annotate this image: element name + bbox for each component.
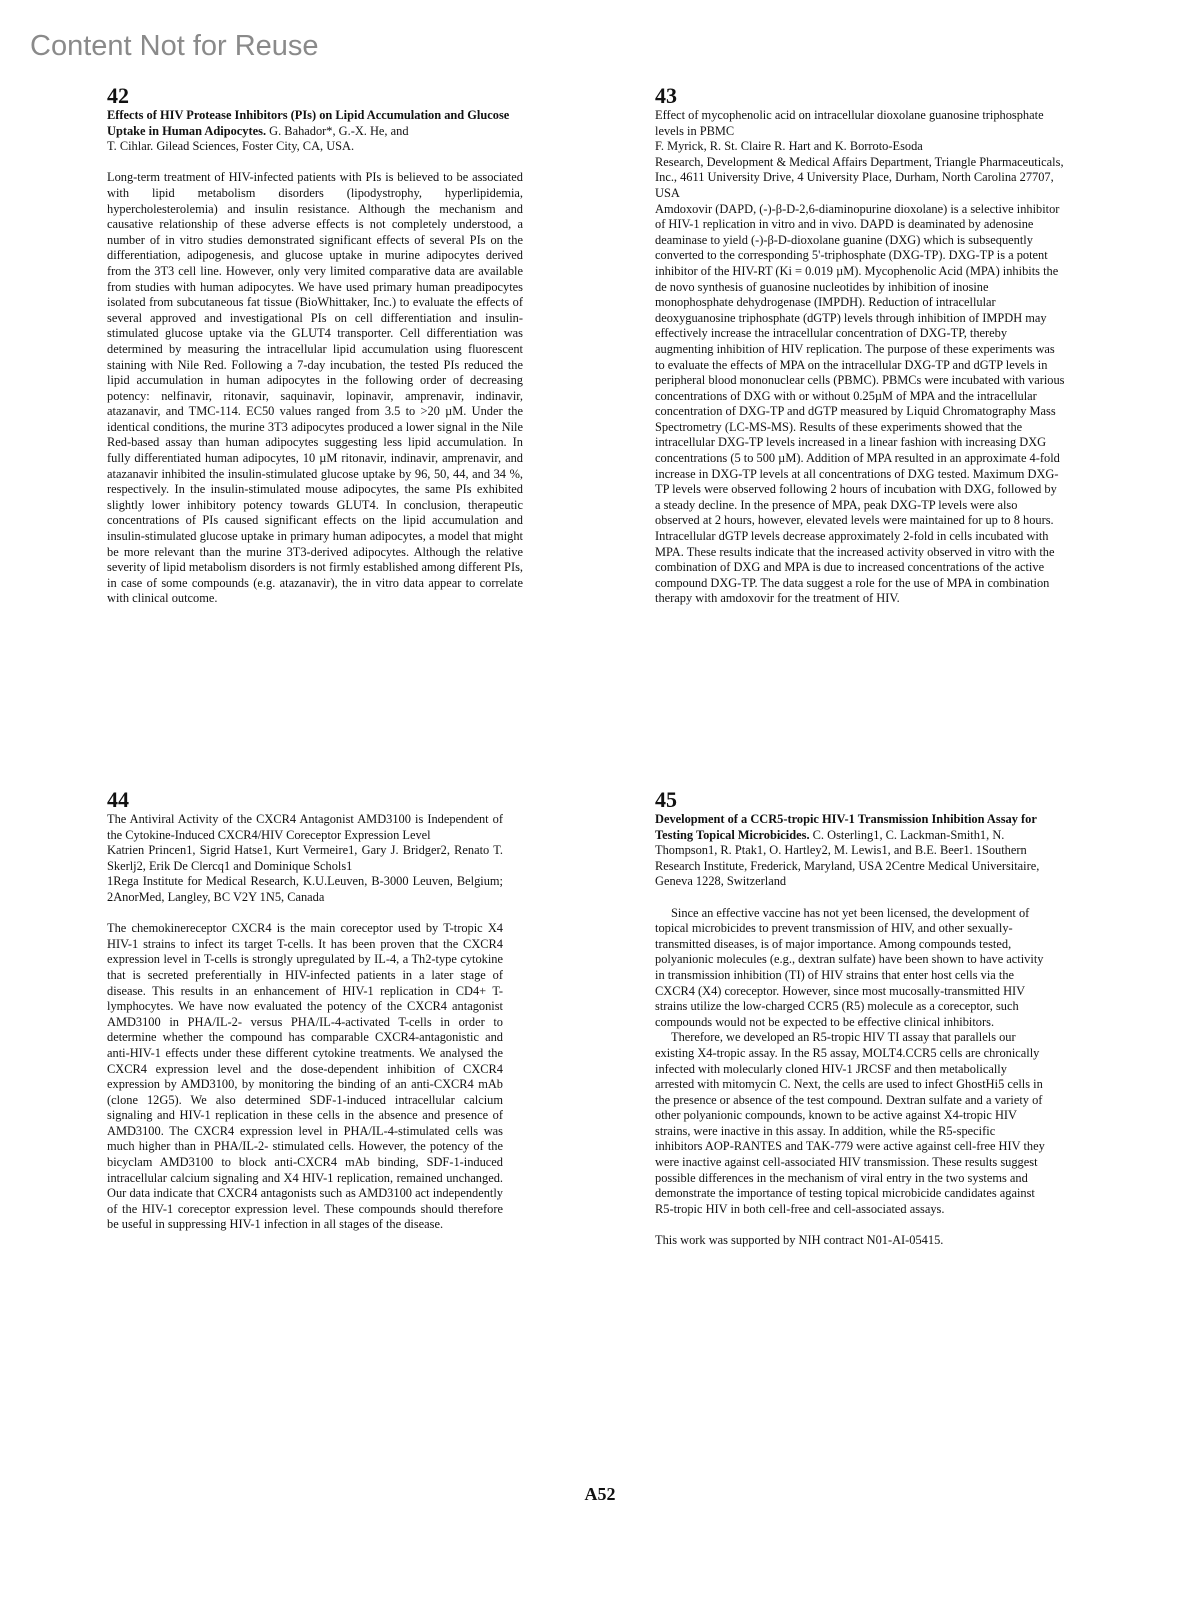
abstract-43 (655, 84, 1065, 607)
abstract-authors: Katrien Princen1, Sigrid Hatse1, Kurt Vermeire1, Gary J. Bridger2, Renato T. Skerlj2, Erik De Clercq1 and Dominique Schols1 (107, 843, 503, 873)
abstract-affiliation: 1Rega Institute for Medical Research, K.U.Leuven, B-3000 Leuven, Belgium; 2AnorMed, Langley, BC V2Y 1N5, Canada (107, 874, 503, 904)
abstract-number: 45 (655, 787, 677, 812)
abstract-number: 44 (107, 787, 129, 812)
abstract-affiliation: T. Cihlar. Gilead Sciences, Foster City, CA, USA. (107, 139, 355, 154)
abstract-header (655, 812, 1045, 890)
abstract-funding: This work was supported by NIH contract N01-AI-05415. (655, 1233, 944, 1248)
abstract-body-paragraph: Therefore, we developed an R5-tropic HIV TI assay that parallels our existing X4-tropic assay. In the R5 assay, MOLT4.CCR5 cells are chronically infected with molecularly cloned HIV-1 JRCSF and then metabolically arrested with mitomycin C. Next, the cells are used to infect GhostHi5 cells in the presence or absence of the test compound. Dextran sulfate and a variety of other polyanionic compounds, known to be active against X4-tropic HIV strains, were inactive in this assay. In addition, while the R5-specific inhibitors AOP-RANTES and TAK-779 were active against cell-free HIV they were inactive against cell-associated HIV transmission. These results suggest possible differences in the mechanism of viral entry in the two systems and demonstrate the importance of testing topical microbicide candidates against R5-tropic HIV in both cell-free and cell-associated assays. (655, 1030, 1045, 1216)
abstract-header (655, 108, 1065, 202)
abstract-title: Effect of mycophenolic acid on intracellular dioxolane guanosine triphosphate levels in PBMC (655, 108, 1044, 138)
abstract-45 (655, 788, 1045, 1249)
abstract-body-paragraph: Since an effective vaccine has not yet been licensed, the development of topical microbicides to prevent transmission of HIV, and other sexually-transmitted diseases, is of major importance. Among compounds tested, polyanionic molecules (e.g., dextran sulfate) have been shown to have activity in transmission inhibition (TI) of HIV strains that enter host cells via the CXCR4 (X4) coreceptor. However, since most mucosally-transmitted HIV strains utilize the low-charged CCR5 (R5) molecule as a coreceptor, such compounds would not be expected to be effective clinical inhibitors. (655, 905, 1044, 1029)
abstract-42 (107, 84, 523, 607)
abstract-header (107, 108, 523, 155)
watermark: Content Not for Reuse (30, 30, 319, 62)
abstract-authors: C. Osterling1, C. Lackman-Smith1, N. Thompson1, R. Ptak1, O. Hartley2, M. Lewis1, and B.E. Beer1. (655, 827, 1005, 858)
abstract-authors: G. Bahador*, G.-X. He, and (269, 123, 409, 138)
page-number: A52 (584, 1484, 616, 1504)
abstract-number: 42 (107, 83, 129, 108)
abstract-body: Amdoxovir (DAPD, (-)-β-D-2,6-diaminopurine dioxolane) is a selective inhibitor of HIV-1 replication in vitro and in vivo. DAPD is deaminated by adenosine deaminase to yield (-)-β-D-dioxolane guanine (DXG) which is subsequently converted to the corresponding 5'-triphosphate (DXG-TP). DXG-TP is a potent inhibitor of the HIV-RT (Ki = 0.019 µM). Mycophenolic Acid (MPA) inhibits the de novo synthesis of guanosine nucleotides by inhibition of inosine monophosphate dehydrogenase (IMPDH). Reduction of intracellular deoxyguanosine triphosphate (dGTP) levels through inhibition of IMPDH may effectively increase the intracellular concentration of DXG-TP, thereby augmenting inhibition of HIV replication. The purpose of these experiments was to evaluate the effects of MPA on the intracellular DXG-TP and dGTP levels in peripheral blood mononuclear cells (PBMC). PBMCs were incubated with various concentrations of DXG with or without 0.25µM of MPA and the intracellular concentration of DXG-TP and dGTP measured by Liquid Chromatography Mass Spectrometry (LC-MS-MS). Results of these experiments showed that the intracellular DXG-TP levels increased in a linear fashion with increasing DXG concentrations (5 to 500 µM). Addition of MPA resulted in an approximate 4-fold increase in DXG-TP levels at all concentrations of DXG tested. Maximum DXG-TP levels were observed following 2 hours of incubation with DXG, followed by a steady decline. In the presence of MPA, peak DXG-TP levels were also observed at 2 hours, however, elevated levels were maintained for up to 8 hours. Intracellular dGTP levels decrease approximately 2-fold in cells incubated with MPA. These results indicate that the increased activity observed in vitro with the combination of DXG and MPA is due to increased concentrations of the active compound DXG-TP. The data suggest a role for the use of MPA in combination therapy with amdoxovir for the treatment of HIV. (655, 201, 1065, 606)
abstract-header (107, 812, 503, 906)
abstract-affiliation: Research, Development & Medical Affairs Department, Triangle Pharmaceuticals, Inc., 4611 University Drive, 4 University Place, Durham, North Carolina 27707, USA (655, 154, 1064, 200)
abstract-title: Effects of HIV Protease Inhibitors (PIs) on Lipid Accumulation and Glucose Uptake in Human Adipocytes. (107, 108, 510, 138)
abstract-authors: F. Myrick, R. St. Claire R. Hart and K. Borroto-Esoda (655, 139, 923, 154)
abstract-title: Development of a CCR5-tropic HIV-1 Transmission Inhibition Assay for Testing Topical Microbicides. (655, 812, 1037, 842)
abstract-body: Long-term treatment of HIV-infected patients with PIs is believed to be associated with lipid metabolism disorders (lipodystrophy, hyperlipidemia, hypercholesterolemia) and insulin resistance. Although the mechanism and causative relationship of these adverse effects is not completely understood, a number of in vitro studies demonstrated significant effects of several PIs on the differentiation, adipogenesis, and glucose uptake in murine adipocytes derived from the 3T3 cell line. However, only very limited comparative data are available from studies with human adipocytes. We have used primary human preadipocytes isolated from subcutaneous fat tissue (BioWhittaker, Inc.) to evaluate the effects of several approved and investigational PIs on cell differentiation and insulin-stimulated glucose uptake via the GLUT4 transporter. Cell differentiation was determined by measuring the intracellular lipid accumulation using fluorescent staining with Nile Red. Following a 7-day incubation, the tested PIs reduced the lipid accumulation in human adipocytes in the following order of decreasing potency: nelfinavir, ritonavir, saquinavir, lopinavir, amprenavir, indinavir, atazanavir, and TMC-114. EC50 values ranged from 3.5 to >20 µM. Under the identical conditions, the murine 3T3 adipocytes produced a lower signal in the Nile Red-based assay than human adipocytes suggesting less lipid accumulation. In fully differentiated human adipocytes, 10 µM ritonavir, indinavir, amprenavir, and atazanavir inhibited the insulin-stimulated glucose uptake by 96, 50, 44, and 34 %, respectively. In the insulin-stimulated mouse adipocytes, the same PIs exhibited slightly lower inhibitory potency towards GLUT4. In conclusion, therapeutic concentrations of PIs caused significant effects on the lipid accumulation and insulin-stimulated glucose uptake in primary human adipocytes, a model that might be more relevant than the murine 3T3-derived adipocytes. Although the relative severity of lipid metabolism disorders is not firmly established among different PIs, in case of some compounds (e.g. atazanavir), the in vitro data appear to correlate with clinical outcome. (107, 170, 523, 606)
abstract-number: 43 (655, 83, 677, 108)
abstract-body: The chemokinereceptor CXCR4 is the main coreceptor used by T-tropic X4 HIV-1 strains to infect its target T-cells. It has been proven that the CXCR4 expression level in T-cells is strongly upregulated by IL-4, a Th2-type cytokine that is secreted preferentially in HIV-infected patients in a later stage of disease. This results in an enhancement of HIV-1 replication in CD4+ T-lymphocytes. We have now evaluated the potency of the CXCR4 antagonist AMD3100 in PHA/IL-2- versus PHA/IL-4-activated T-cells in order to determine whether the compound has comparable CXCR4-antagonistic and anti-HIV-1 effects under these different cytokine treatments. We analysed the CXCR4 expression level and the dose-dependent inhibition of CXCR4 expression by AMD3100, by monitoring the binding of an anti-CXCR4 mAb (clone 12G5). We also determined SDF-1-induced intracellular calcium signaling and HIV-1 replication in these cells in the absence and presence of AMD3100. The CXCR4 expression level in PHA/IL-4-stimulated cells was much higher than in PHA/IL-2- stimulated cells. However, the potency of the bicyclam AMD3100 to block anti-CXCR4 mAb binding, SDF-1-induced intracellular calcium signaling and X4 HIV-1 replication, remained unchanged. Our data indicate that CXCR4 antagonists such as AMD3100 act independently of the HIV-1 coreceptor expression level. These compounds should therefore be useful in suppressing HIV-1 infection in all stages of the disease. (107, 921, 503, 1232)
abstract-affiliation: 1Southern Research Institute, Frederick, Maryland, USA 2Centre Medical Universitaire, Geneva 1228, Switzerland (655, 843, 1040, 889)
abstract-44 (107, 788, 503, 1233)
abstract-title: The Antiviral Activity of the CXCR4 Antagonist AMD3100 is Independent of the Cytokine-Induced CXCR4/HIV Coreceptor Expression Level (107, 812, 503, 842)
